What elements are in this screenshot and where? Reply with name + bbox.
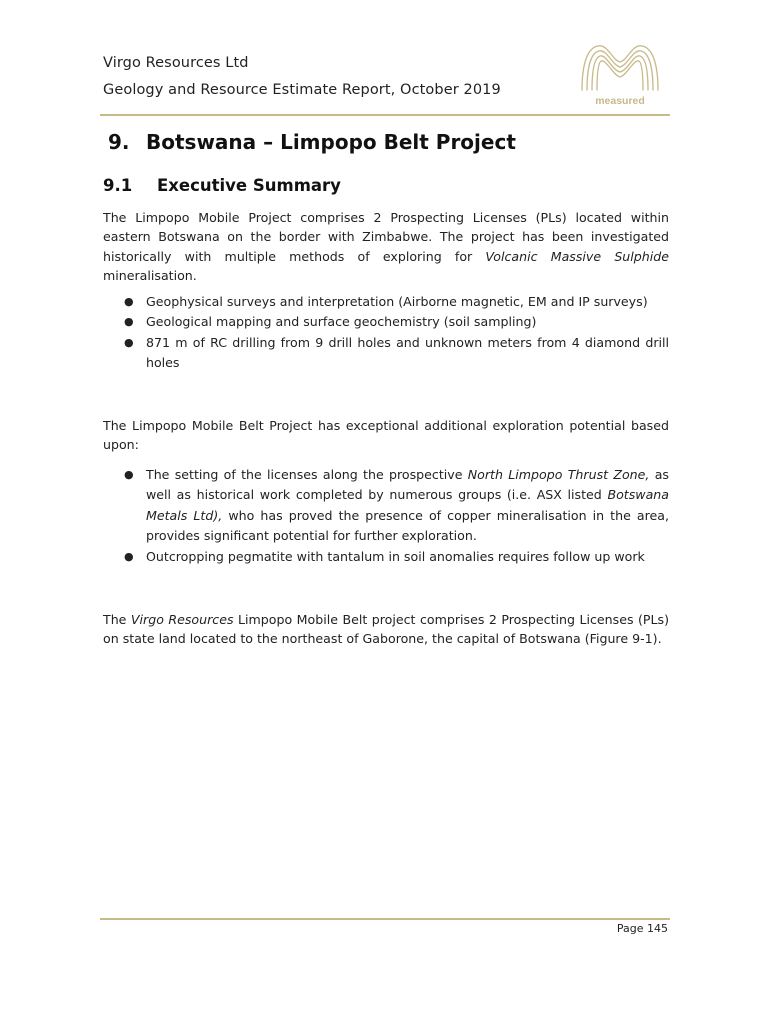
subsection-number: 9.1: [103, 176, 133, 195]
bullet-icon: ●: [124, 549, 134, 563]
section-heading: [108, 130, 516, 154]
list-item-text: Geological mapping and surface geochemistry (soil sampling): [146, 314, 537, 330]
list-item-text: who has proved the presence of copper mineralisation in the area, provides significant potential for further exploration.: [146, 507, 669, 544]
list-item: [103, 465, 669, 547]
section-number: 9.: [108, 130, 130, 154]
list-item-emphasis: North Limpopo Thrust Zone,: [467, 467, 650, 482]
list-item-text: The setting of the licenses along the prospective: [146, 467, 468, 482]
list-item: [103, 547, 669, 567]
bullet-icon: ●: [124, 315, 134, 329]
paragraph-text: The Limpopo Mobile Project comprises 2 Prospecting Licenses (PLs) located within eastern Botswana on the border with Zimbabwe. The project has been investigated historically with multiple methods of exploring for: [103, 210, 669, 264]
bullet-icon: ●: [124, 468, 134, 481]
subsection-heading: [103, 176, 341, 195]
bullet-icon: ●: [124, 295, 134, 308]
list-item: [103, 312, 669, 332]
header-divider: [100, 114, 670, 116]
exploration-methods-list: [103, 292, 669, 374]
potential-list: [103, 465, 669, 567]
paragraph-text: The: [103, 612, 131, 627]
paragraph-emphasis: Virgo Resources: [130, 612, 234, 627]
paragraph-text: mineralisation.: [103, 268, 197, 284]
list-item-text: 871 m of RC drilling from 9 drill holes and unknown meters from 4 diamond drill holes: [146, 334, 669, 371]
list-item-emphasis: Botswana Metals Ltd),: [146, 487, 669, 523]
report-title: Geology and Resource Estimate Report, October 2019: [103, 82, 501, 98]
footer-divider: [100, 918, 670, 920]
paragraph-emphasis: Volcanic Massive Sulphide: [485, 248, 670, 264]
paragraph-potential: The Limpopo Mobile Belt Project has exceptional additional exploration potential based upon:: [103, 418, 669, 453]
paragraph-intro: [103, 208, 669, 286]
paragraph-text: Limpopo Mobile Belt project comprises 2 Prospecting Licenses (PLs) on state land located to the northeast of Gaborone, the capital of Botswana (Figure 9-1).: [103, 612, 669, 647]
list-item-text: as well as historical work completed by numerous groups (i.e. ASX listed: [146, 467, 669, 503]
measured-logo: [576, 38, 666, 110]
list-item-text: Geophysical surveys and interpretation (Airborne magnetic, EM and IP surveys): [146, 294, 648, 309]
paragraph-location: [103, 610, 669, 649]
list-item: [103, 333, 669, 374]
page-number: Page 145: [616, 922, 668, 935]
company-name: Virgo Resources Ltd: [103, 55, 249, 71]
logo-wordmark: measured: [595, 95, 645, 107]
measured-logo-icon: [576, 38, 666, 110]
list-item: [103, 292, 669, 312]
section-title: Botswana – Limpopo Belt Project: [146, 130, 516, 154]
list-item-text: Outcropping pegmatite with tantalum in soil anomalies requires follow up work: [146, 548, 645, 564]
subsection-title: Executive Summary: [157, 176, 341, 195]
bullet-icon: ●: [124, 335, 134, 349]
